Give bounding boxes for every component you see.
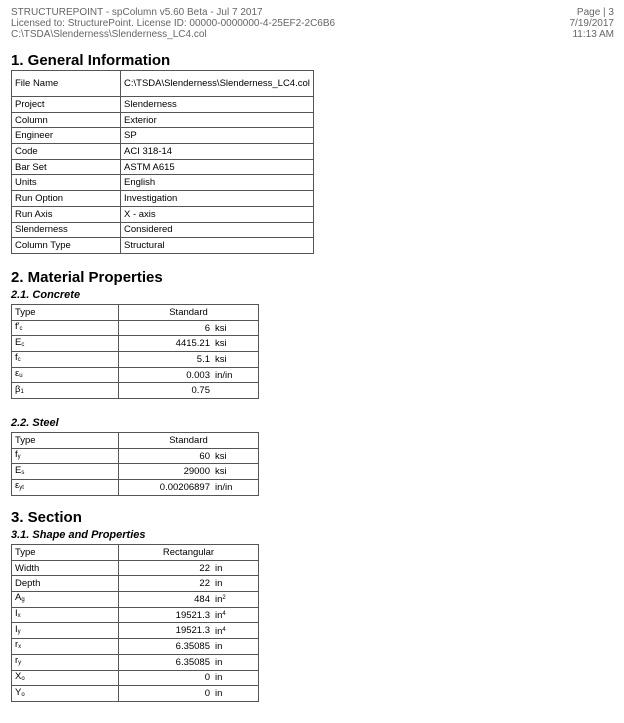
property-symbol bbox=[12, 639, 119, 655]
symbol-subscript: yt bbox=[19, 485, 24, 492]
table-row bbox=[12, 560, 259, 576]
symbol-subscript: c bbox=[21, 341, 25, 348]
symbol-subscript: c bbox=[17, 357, 21, 364]
property-symbol bbox=[12, 576, 119, 592]
symbol-base: r bbox=[15, 655, 19, 667]
unit-text: in bbox=[215, 562, 223, 574]
symbol-subscript: y bbox=[17, 454, 21, 461]
general-info-table bbox=[11, 70, 314, 254]
property-value: 6 bbox=[119, 320, 213, 336]
symbol-base: f bbox=[15, 352, 18, 364]
property-symbol bbox=[12, 654, 119, 670]
table-row bbox=[12, 545, 259, 561]
property-symbol bbox=[12, 623, 119, 639]
shape-table bbox=[11, 544, 259, 702]
property-symbol bbox=[12, 352, 119, 368]
table-row bbox=[12, 654, 259, 670]
property-unit bbox=[212, 320, 259, 336]
report-date: 7/19/2017 bbox=[569, 18, 614, 29]
row-value: ACI 318-14 bbox=[121, 144, 314, 160]
property-unit bbox=[212, 560, 259, 576]
symbol-subscript: g bbox=[21, 597, 25, 604]
property-unit bbox=[212, 654, 259, 670]
program-line: STRUCTUREPOINT - spColumn v5.60 Beta - Jul 7 2017 bbox=[11, 7, 263, 18]
row-value: English bbox=[121, 175, 314, 191]
symbol-base: r bbox=[15, 639, 19, 651]
table-row bbox=[12, 639, 259, 655]
property-unit bbox=[212, 464, 259, 480]
row-key: Units bbox=[12, 175, 121, 191]
property-unit bbox=[212, 336, 259, 352]
table-row bbox=[12, 576, 259, 592]
table-row bbox=[12, 159, 314, 175]
report-time: 11:13 AM bbox=[572, 29, 614, 40]
unit-text: ksi bbox=[215, 338, 227, 350]
table-row bbox=[12, 367, 259, 383]
row-key: Engineer bbox=[12, 128, 121, 144]
property-symbol bbox=[12, 607, 119, 623]
property-value: 0.00206897 bbox=[119, 480, 213, 496]
unit-text: in/in bbox=[215, 369, 233, 381]
symbol-subscript: y bbox=[18, 660, 22, 667]
property-value: 4415.21 bbox=[119, 336, 213, 352]
license-line: Licensed to: StructurePoint. License ID: 00000-0000000-4-25EF2-2C6B6 bbox=[11, 18, 336, 29]
property-symbol bbox=[12, 480, 119, 496]
property-unit bbox=[212, 686, 259, 702]
unit-text: in/in bbox=[215, 481, 233, 493]
report-header bbox=[11, 7, 335, 40]
symbol-subscript: 1 bbox=[20, 388, 24, 395]
unit-text: in bbox=[215, 625, 223, 637]
report-header-right bbox=[570, 7, 615, 40]
property-unit bbox=[212, 576, 259, 592]
table-row bbox=[12, 128, 314, 144]
table-row bbox=[12, 112, 314, 128]
unit-text: in bbox=[215, 578, 223, 590]
symbol-base: A bbox=[15, 592, 22, 604]
symbol-base: β bbox=[15, 383, 21, 395]
property-value: 0.75 bbox=[119, 383, 213, 399]
property-symbol bbox=[12, 336, 119, 352]
table-row bbox=[12, 238, 314, 254]
property-value: 19521.3 bbox=[119, 623, 213, 639]
property-unit bbox=[212, 480, 259, 496]
row-key: Column Type bbox=[12, 238, 121, 254]
type-value: Standard bbox=[119, 433, 259, 449]
unit-text: ksi bbox=[215, 450, 227, 462]
table-row bbox=[12, 222, 314, 238]
row-value: Slenderness bbox=[121, 97, 314, 113]
table-row bbox=[12, 97, 314, 113]
table-row bbox=[12, 71, 314, 97]
property-value: 0.003 bbox=[119, 367, 213, 383]
concrete-table bbox=[11, 304, 259, 399]
table-row bbox=[12, 464, 259, 480]
symbol-base: ε bbox=[15, 368, 20, 380]
table-row bbox=[12, 623, 259, 639]
symbol-base: f bbox=[15, 449, 18, 461]
property-value: 5.1 bbox=[119, 352, 213, 368]
unit-text: ksi bbox=[215, 466, 227, 478]
symbol-base: E bbox=[15, 464, 22, 476]
unit-text: in bbox=[215, 656, 223, 668]
property-value: 29000 bbox=[119, 464, 213, 480]
symbol-subscript: y bbox=[17, 628, 21, 635]
table-row bbox=[12, 175, 314, 191]
unit-text: in bbox=[215, 640, 223, 652]
symbol-subscript: x bbox=[18, 644, 22, 651]
subsection-title-steel: 2.2. Steel bbox=[11, 417, 59, 429]
symbol-base: Depth bbox=[15, 578, 41, 590]
steel-table bbox=[11, 432, 259, 496]
row-key: File Name bbox=[12, 71, 121, 97]
symbol-subscript: x bbox=[17, 613, 21, 620]
property-symbol bbox=[12, 367, 119, 383]
property-value: 0 bbox=[119, 686, 213, 702]
property-symbol bbox=[12, 383, 119, 399]
property-value: 60 bbox=[119, 448, 213, 464]
symbol-subscript: s bbox=[21, 469, 25, 476]
property-value: 22 bbox=[119, 560, 213, 576]
symbol-base: X bbox=[15, 670, 22, 682]
property-symbol bbox=[12, 560, 119, 576]
property-unit bbox=[212, 607, 259, 623]
table-row bbox=[12, 305, 259, 321]
row-value: SP bbox=[121, 128, 314, 144]
row-value: C:\TSDA\Slenderness\Slenderness_LC4.col bbox=[121, 71, 314, 97]
symbol-base: E bbox=[15, 336, 22, 348]
row-key: Run Axis bbox=[12, 206, 121, 222]
type-label: Type bbox=[12, 305, 119, 321]
property-value: 484 bbox=[119, 592, 213, 608]
symbol-base: I bbox=[15, 623, 18, 635]
symbol-subscript: o bbox=[21, 691, 25, 698]
row-value: Investigation bbox=[121, 191, 314, 207]
type-label: Type bbox=[12, 545, 119, 561]
property-symbol bbox=[12, 592, 119, 608]
table-row bbox=[12, 448, 259, 464]
row-key: Project bbox=[12, 97, 121, 113]
property-unit bbox=[212, 639, 259, 655]
table-row bbox=[12, 336, 259, 352]
unit-exponent: 4 bbox=[222, 626, 226, 633]
property-symbol bbox=[12, 464, 119, 480]
property-symbol bbox=[12, 320, 119, 336]
property-value: 19521.3 bbox=[119, 607, 213, 623]
table-row bbox=[12, 592, 259, 608]
symbol-subscript: u bbox=[19, 373, 23, 380]
row-value: Exterior bbox=[121, 112, 314, 128]
unit-text: in bbox=[215, 594, 223, 606]
section-title-material: 2. Material Properties bbox=[11, 269, 163, 286]
row-key: Column bbox=[12, 112, 121, 128]
row-value: Considered bbox=[121, 222, 314, 238]
property-unit bbox=[212, 352, 259, 368]
property-unit bbox=[212, 448, 259, 464]
symbol-base: Y bbox=[15, 686, 22, 698]
type-label: Type bbox=[12, 433, 119, 449]
symbol-subscript: o bbox=[21, 675, 25, 682]
unit-text: ksi bbox=[215, 322, 227, 334]
row-value: Structural bbox=[121, 238, 314, 254]
table-row bbox=[12, 144, 314, 160]
section-title-general: 1. General Information bbox=[11, 52, 171, 69]
property-value: 6.35085 bbox=[119, 639, 213, 655]
property-value: 0 bbox=[119, 670, 213, 686]
property-symbol bbox=[12, 448, 119, 464]
symbol-base: f' bbox=[15, 321, 20, 333]
table-row bbox=[12, 670, 259, 686]
property-symbol bbox=[12, 670, 119, 686]
table-row bbox=[12, 480, 259, 496]
table-row bbox=[12, 191, 314, 207]
page-number: Page | 3 bbox=[576, 7, 614, 18]
table-row bbox=[12, 686, 259, 702]
symbol-base: Width bbox=[15, 562, 40, 574]
symbol-base: I bbox=[15, 608, 18, 620]
unit-exponent: 2 bbox=[222, 595, 226, 602]
row-value: X - axis bbox=[121, 206, 314, 222]
table-row bbox=[12, 383, 259, 399]
section-title-section: 3. Section bbox=[11, 509, 82, 526]
property-value: 22 bbox=[119, 576, 213, 592]
table-row bbox=[12, 607, 259, 623]
table-row bbox=[12, 206, 314, 222]
type-value: Rectangular bbox=[119, 545, 259, 561]
table-row bbox=[12, 433, 259, 449]
property-value: 6.35085 bbox=[119, 654, 213, 670]
unit-text: ksi bbox=[215, 353, 227, 365]
row-key: Code bbox=[12, 144, 121, 160]
property-unit bbox=[212, 383, 259, 399]
property-symbol bbox=[12, 686, 119, 702]
unit-text: in bbox=[215, 610, 223, 622]
row-key: Slenderness bbox=[12, 222, 121, 238]
symbol-subscript: c bbox=[19, 326, 23, 333]
unit-text: in bbox=[215, 688, 223, 700]
file-path-line: C:\TSDA\Slenderness\Slenderness_LC4.col bbox=[11, 29, 207, 40]
property-unit bbox=[212, 670, 259, 686]
type-value: Standard bbox=[119, 305, 259, 321]
row-value: ASTM A615 bbox=[121, 159, 314, 175]
symbol-base: ε bbox=[15, 480, 20, 492]
row-key: Run Option bbox=[12, 191, 121, 207]
property-unit bbox=[212, 623, 259, 639]
subsection-title-shape: 3.1. Shape and Properties bbox=[11, 529, 146, 541]
row-key: Bar Set bbox=[12, 159, 121, 175]
property-unit bbox=[212, 592, 259, 608]
unit-exponent: 4 bbox=[222, 611, 226, 618]
unit-text: in bbox=[215, 672, 223, 684]
table-row bbox=[12, 320, 259, 336]
subsection-title-concrete: 2.1. Concrete bbox=[11, 289, 81, 301]
property-unit bbox=[212, 367, 259, 383]
table-row bbox=[12, 352, 259, 368]
